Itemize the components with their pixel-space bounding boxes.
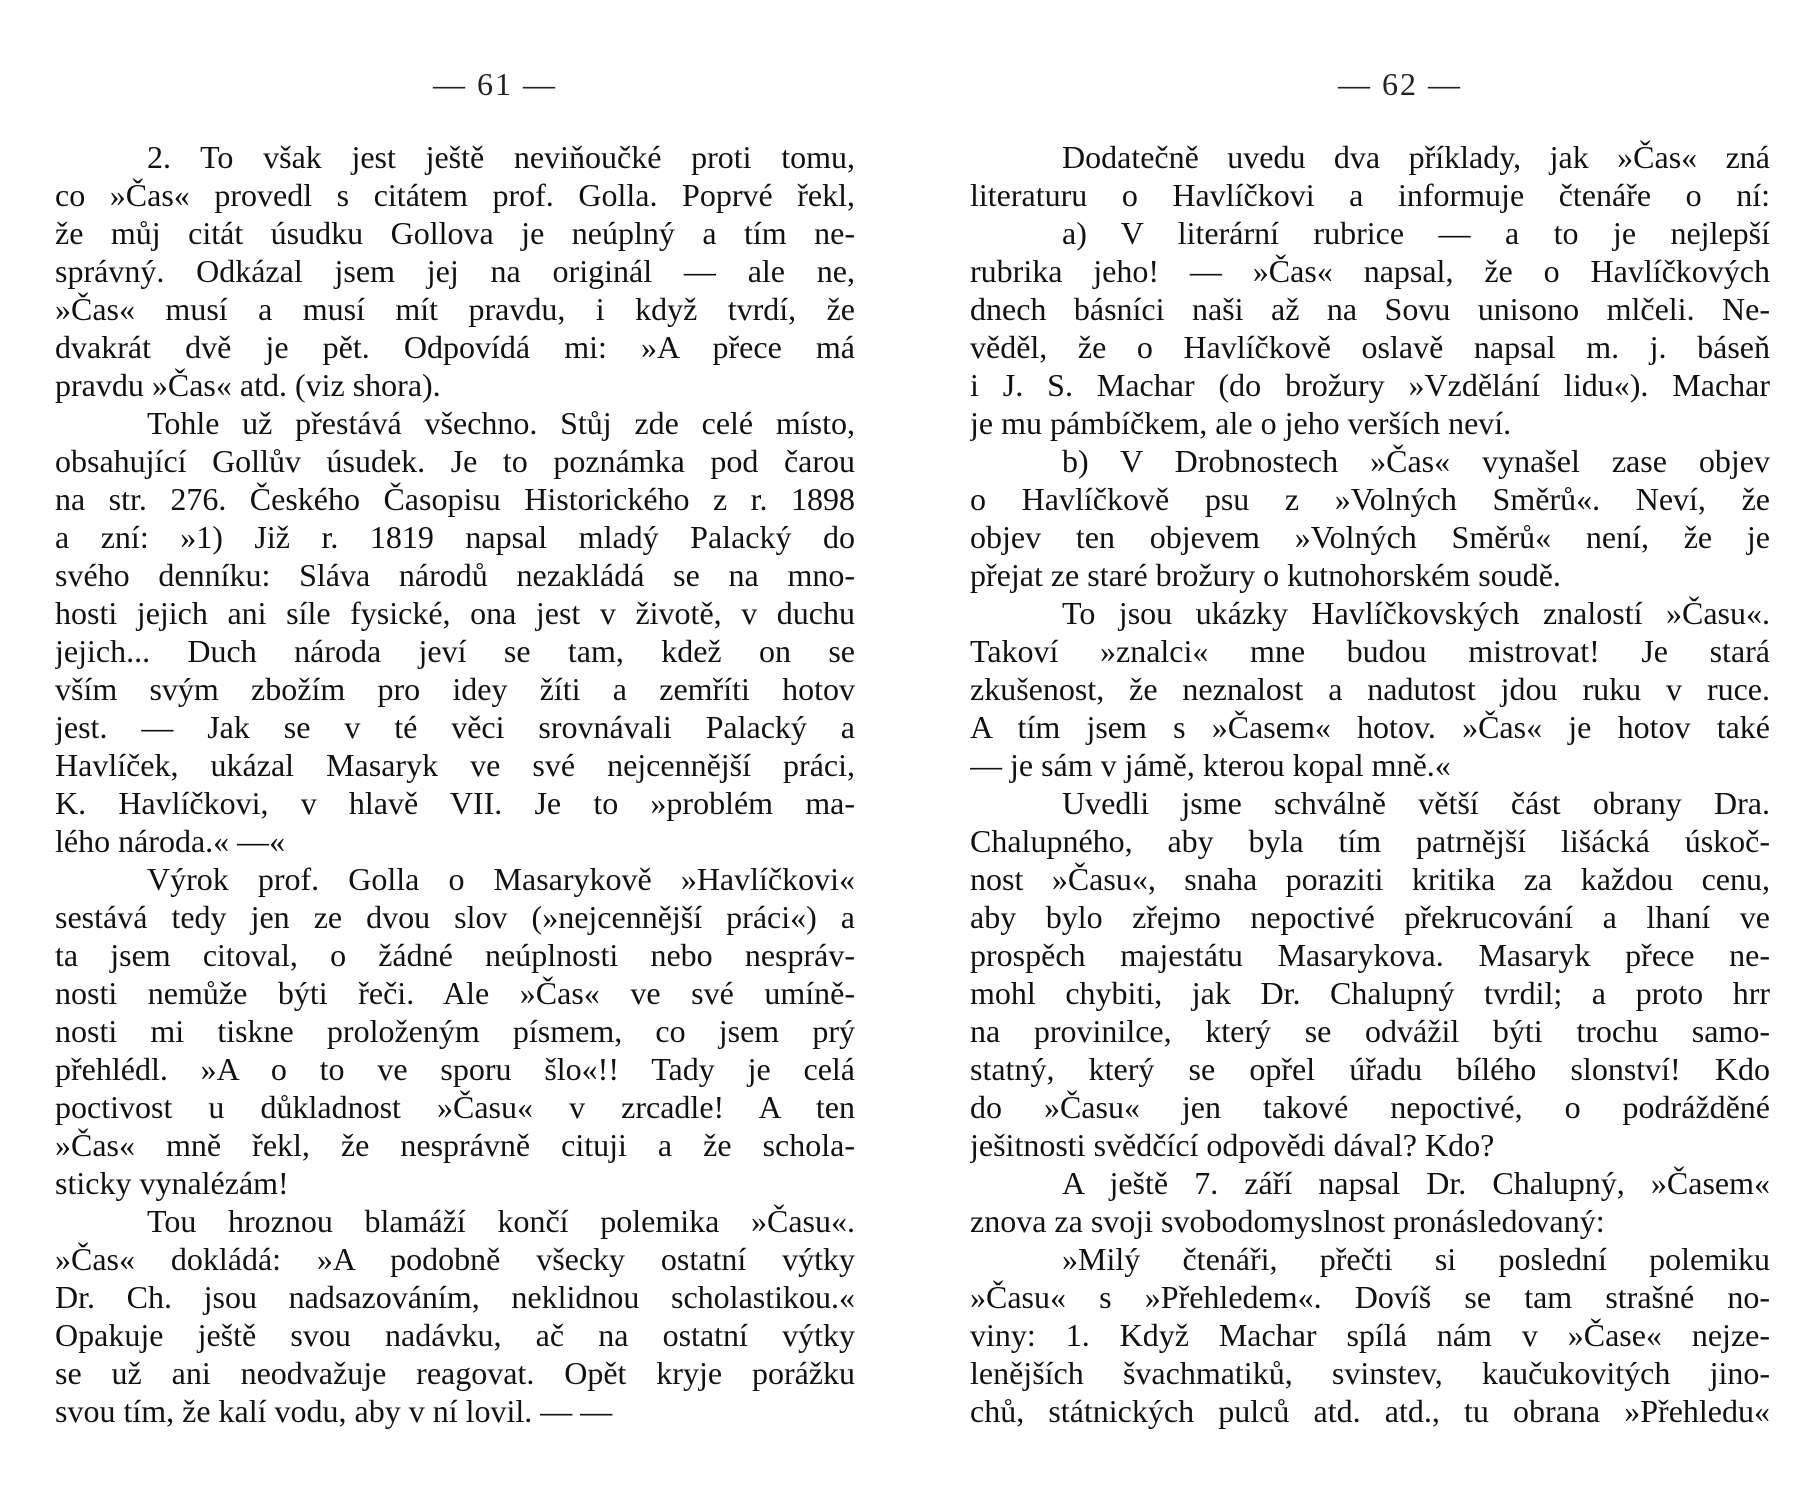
text-line: viny: 1. Když Machar spílá nám v »Čase« nejze- [970, 1317, 1770, 1353]
text-line: poctivost u důkladnost »Času« v zrcadle! A ten [55, 1089, 855, 1125]
text-line: »Času« s »Přehledem«. Dovíš se tam strašné no- [970, 1279, 1770, 1315]
text-line: »Čas« dokládá: »A podobně všecky ostatní výtky [55, 1241, 855, 1277]
text-line: ješitnosti svědčící odpovědi dával? Kdo? [970, 1127, 1495, 1163]
left-page [55, 0, 855, 1500]
right-page [970, 0, 1770, 1500]
left-page-text [55, 138, 855, 1430]
text-line: nost »Času«, snaha poraziti kritika za každou cenu, [970, 861, 1770, 897]
text-line: obsahující Gollův úsudek. Je to poznámka pod čarou [55, 443, 855, 479]
text-line: sestává tedy jen ze dvou slov (»nejcennější práci«) a [55, 899, 855, 935]
text-line: Uvedli jsme schválně větší část obrany Dra. [1062, 785, 1770, 821]
text-line: svého denníku: Sláva národů nezakládá se na mno- [55, 557, 855, 593]
text-line: zkušenost, že neznalost a nadutost jdou ruku v ruce. [970, 671, 1770, 707]
page-number: — 62 — [1338, 66, 1462, 102]
page-number: — 61 — [433, 66, 557, 102]
text-line: To jsou ukázky Havlíčkovských znalostí »Času«. [1062, 595, 1770, 631]
text-line: »Čas« musí a musí mít pravdu, i když tvrdí, že [55, 291, 855, 327]
text-line: »Milý čtenáři, přečti si poslední polemiku [1062, 1241, 1770, 1277]
text-line: chů, státnických pulců atd. atd., tu obrana »Přehledu« [970, 1393, 1770, 1429]
text-line: Tohle už přestává všechno. Stůj zde celé místo, [147, 405, 855, 441]
text-line: rubrika jeho! — »Čas« napsal, že o Havlíčkových [970, 253, 1770, 289]
text-line: K. Havlíčkovi, v hlavě VII. Je to »problém ma- [55, 785, 855, 821]
text-line: sticky vynalézám! [55, 1165, 289, 1201]
text-line: jejich... Duch národa jeví se tam, kdež on se [55, 633, 855, 669]
text-line: nosti nemůže býti řeči. Ale »Čas« ve své umíně- [55, 975, 855, 1011]
text-line: o Havlíčkově psu z »Volných Směrů«. Neví, že [970, 481, 1770, 517]
text-line: Tou hroznou blamáží končí polemika »Času«. [147, 1203, 855, 1239]
text-line: 2. To však jest ještě neviňoučké proti tomu, [147, 139, 855, 175]
text-line: nosti mi tiskne proloženým písmem, co jsem prý [55, 1013, 855, 1049]
text-line: literaturu o Havlíčkovi a informuje čtenáře o ní: [970, 177, 1770, 213]
text-line: aby bylo zřejmo nepoctivé překrucování a lhaní ve [970, 899, 1770, 935]
text-line: že můj citát úsudku Gollova je neúplný a tím ne- [55, 215, 855, 251]
text-line: lého národa.« —« [55, 823, 286, 859]
text-line: Dr. Ch. jsou nadsazováním, neklidnou scholastikou.« [55, 1279, 855, 1315]
text-line: »Čas« mně řekl, že nesprávně cituji a že schola- [55, 1127, 855, 1163]
right-page-text [970, 138, 1770, 1430]
text-line: dvakrát dvě je pět. Odpovídá mi: »A přece má [55, 329, 855, 365]
text-line: Chalupného, aby byla tím patrnější lišácká úskoč- [970, 823, 1770, 859]
text-line: co »Čas« provedl s citátem prof. Golla. Poprvé řekl, [55, 177, 855, 213]
text-line: se už ani neodvažuje reagovat. Opět kryje porážku [55, 1355, 855, 1391]
text-line: A ještě 7. září napsal Dr. Chalupný, »Časem« [1062, 1165, 1770, 1201]
text-line: věděl, že o Havlíčkově oslavě napsal m. j. báseň [970, 329, 1770, 365]
text-line: dnech básníci naši až na Sovu unisono mlčeli. Ne- [970, 291, 1770, 327]
text-line: Havlíček, ukázal Masaryk ve své nejcennější práci, [55, 747, 855, 783]
text-line: lenějších švachmatiků, svinstev, kaučukovitých jino- [970, 1355, 1770, 1391]
text-line: Výrok prof. Golla o Masarykově »Havlíčkovi« [147, 861, 855, 897]
text-line: na str. 276. Českého Časopisu Historického z r. 1898 [55, 481, 855, 517]
text-line: jest. — Jak se v té věci srovnávali Palacký a [55, 709, 855, 745]
text-line: statný, který se opřel úřadu bílého slonství! Kdo [970, 1051, 1770, 1087]
text-line: mohl chybiti, jak Dr. Chalupný tvrdil; a proto hrr [970, 975, 1770, 1011]
text-line: vším svým zbožím pro idey žíti a zemříti hotov [55, 671, 855, 707]
text-line: prospěch majestátu Masarykova. Masaryk přece ne- [970, 937, 1770, 973]
text-line: i J. S. Machar (do brožury »Vzdělání lidu«). Machar [970, 367, 1770, 403]
text-line: na provinilce, který se odvážil býti trochu samo- [970, 1013, 1770, 1049]
text-line: správný. Odkázal jsem jej na originál — ale ne, [55, 253, 855, 289]
text-line: do »Času« jen takové nepoctivé, o podrážděné [970, 1089, 1770, 1125]
text-line: Opakuje ještě svou nadávku, ač na ostatní výtky [55, 1317, 855, 1353]
text-line: znova za svoji svobodomyslnost pronásledovaný: [970, 1203, 1605, 1239]
text-line: ta jsem citoval, o žádné neúplnosti nebo nespráv- [55, 937, 855, 973]
text-line: Takoví »znalci« mne budou mistrovat! Je stará [970, 633, 1770, 669]
text-line: — je sám v jámě, kterou kopal mně.« [970, 747, 1451, 783]
text-line: přejat ze staré brožury o kutnohorském soudě. [970, 557, 1561, 593]
text-line: b) V Drobnostech »Čas« vynašel zase objev [1062, 443, 1770, 479]
text-line: pravdu »Čas« atd. (viz shora). [55, 367, 441, 403]
text-line: hosti jejich ani síle fysické, ona jest v životě, v duchu [55, 595, 855, 631]
text-line: a) V literární rubrice — a to je nejlepší [1062, 215, 1770, 251]
text-line: svou tím, že kalí vodu, aby v ní lovil. — — [55, 1393, 613, 1429]
text-line: přehlédl. »A o to ve sporu šlo«!! Tady je celá [55, 1051, 855, 1087]
text-line: A tím jsem s »Časem« hotov. »Čas« je hotov také [970, 709, 1770, 745]
text-line: objev ten objevem »Volných Směrů« není, že je [970, 519, 1770, 555]
text-line: Dodatečně uvedu dva příklady, jak »Čas« zná [1062, 139, 1770, 175]
text-line: a zní: »1) Již r. 1819 napsal mladý Palacký do [55, 519, 855, 555]
text-line: je mu pámbíčkem, ale o jeho verších neví. [970, 405, 1512, 441]
